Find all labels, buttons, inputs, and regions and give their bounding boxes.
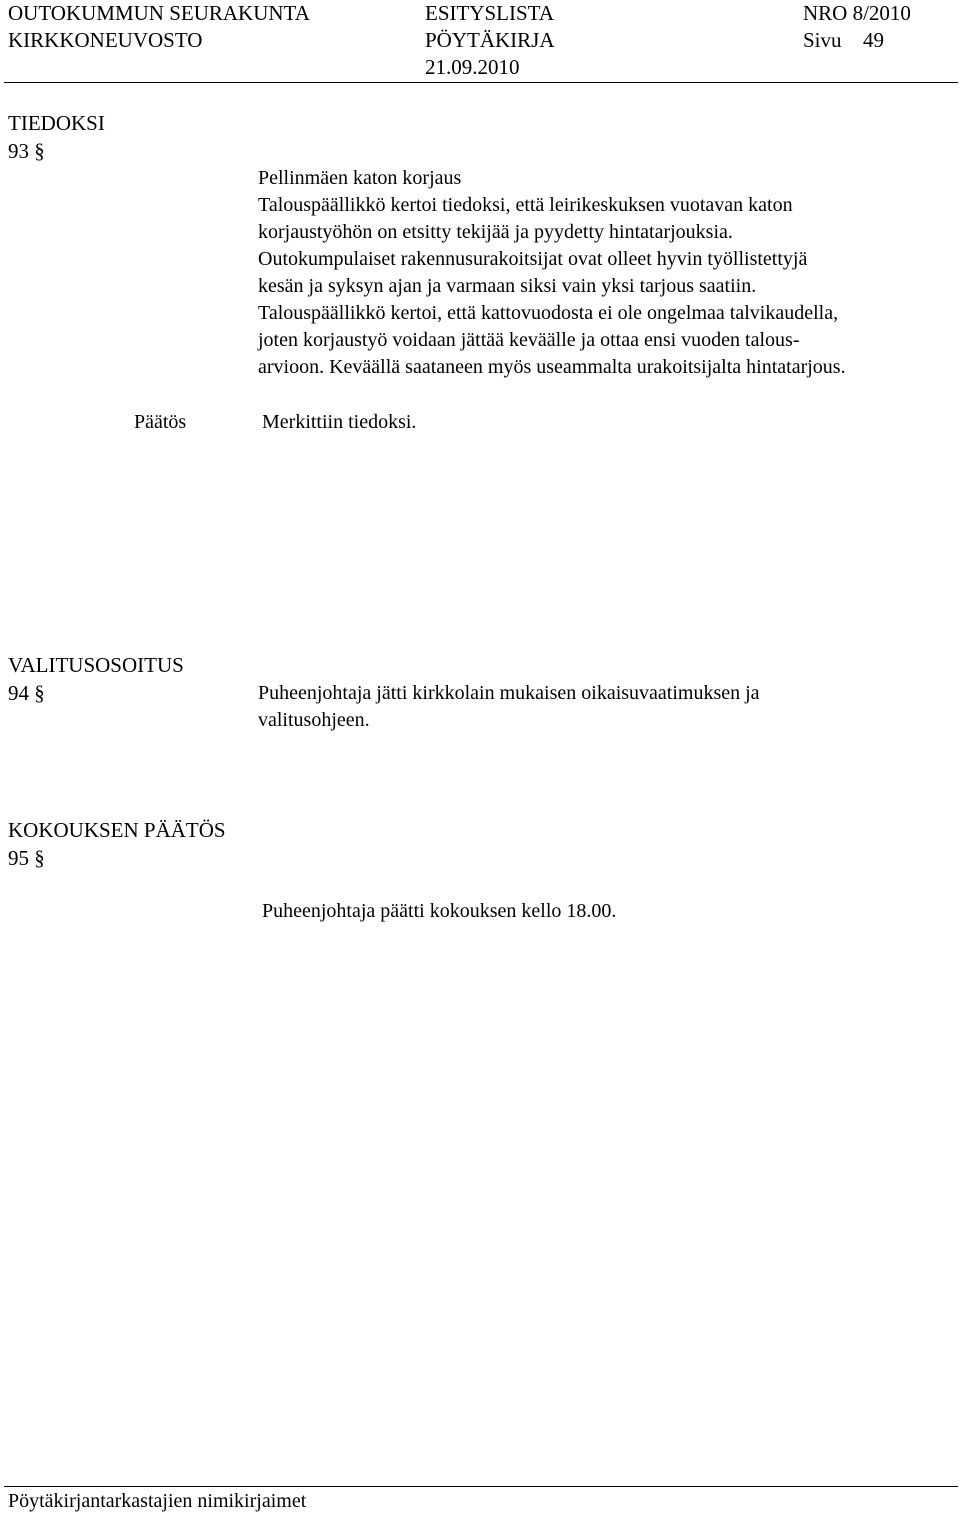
decision-text: Merkittiin tiedoksi. (262, 411, 417, 433)
section-no: 95 (8, 846, 29, 870)
section-title: Pellinmäen katon korjaus (258, 167, 462, 189)
section-heading-93: TIEDOKSI (8, 111, 105, 135)
section-number-94 (8, 680, 45, 707)
section-sign: § (34, 681, 45, 705)
body-line: korjaustyöhön on etsitty tekijää ja pyydetty hintatarjouksia. (258, 221, 733, 243)
header-number: NRO 8/2010 (803, 1, 911, 25)
section-sign: § (34, 139, 45, 163)
body-line: Puheenjohtaja jätti kirkkolain mukaisen oikaisuvaatimuksen ja (258, 682, 760, 704)
header-org: OUTOKUMMUN SEURAKUNTA (8, 1, 310, 25)
header-page-label: Sivu (803, 28, 842, 52)
header-date: 21.09.2010 (425, 55, 520, 79)
section-sign: § (34, 846, 45, 870)
body-line: Talouspäällikkö kertoi, että kattovuodosta ei ole ongelmaa talvikaudella, (258, 302, 839, 324)
section-no: 93 (8, 139, 29, 163)
footer-label: Pöytäkirjantarkastajien nimikirjaimet (8, 1490, 307, 1512)
body-line: arvioon. Keväällä saataneen myös useammalta urakoitsijalta hintatarjous. (258, 356, 846, 378)
header-body: KIRKKONEUVOSTO (8, 28, 203, 52)
section-95-text: Puheenjohtaja päätti kokouksen kello 18.00. (262, 900, 617, 922)
section-93-body (258, 165, 958, 381)
section-heading-94: VALITUSOSOITUS (8, 653, 184, 677)
section-number-93 (8, 138, 45, 165)
header-rule (4, 82, 958, 83)
header-doc-type-1: ESITYSLISTA (425, 1, 554, 25)
section-number-95 (8, 845, 45, 872)
body-line: joten korjaustyö voidaan jättää keväälle ja ottaa ensi vuoden talous- (258, 329, 800, 351)
section-94-body (258, 680, 958, 734)
header-page-number: 49 (863, 28, 884, 52)
body-line: Talouspäällikkö kertoi tiedoksi, että leirikeskuksen vuotavan katon (258, 194, 793, 216)
footer-rule (4, 1486, 958, 1487)
decision-label: Päätös (134, 411, 187, 433)
section-heading-95: KOKOUKSEN PÄÄTÖS (8, 818, 226, 842)
body-line: Outokumpulaiset rakennusurakoitsijat ovat olleet hyvin työllistettyjä (258, 248, 808, 270)
body-line: valitusohjeen. (258, 709, 370, 731)
section-no: 94 (8, 681, 29, 705)
body-line: kesän ja syksyn ajan ja varmaan siksi vain yksi tarjous saatiin. (258, 275, 757, 297)
header-doc-type-2: PÖYTÄKIRJA (425, 28, 555, 52)
